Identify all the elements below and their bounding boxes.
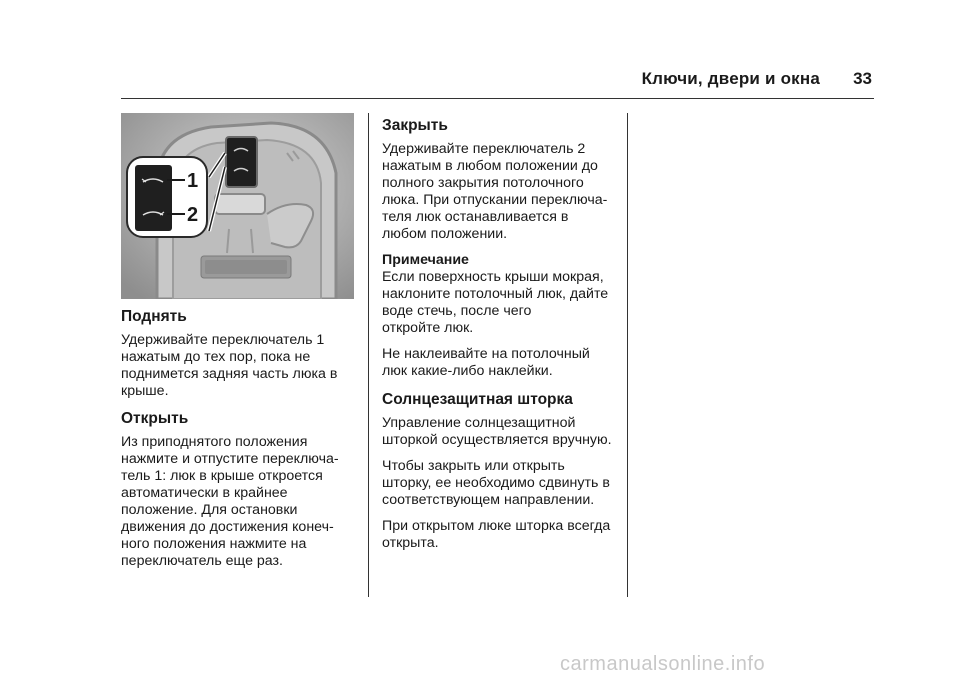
note-title: Примечание xyxy=(382,252,469,268)
column-divider xyxy=(368,113,369,597)
paragraph-close: Удерживайте переключатель 2 нажатым в любом положении до полного закрытия потолочного люка. При отпускании переключа- теля люк останавливается в любом положении. xyxy=(382,141,608,242)
page-header-title: Ключи, двери и окна xyxy=(641,69,820,88)
header-rule xyxy=(121,98,874,99)
note-paragraph: Если поверхность крыши мокрая, наклоните потолочный люк, дайте воде стечь, после чего откройте люк. xyxy=(382,269,609,336)
column-2 xyxy=(382,116,622,561)
watermark: carmanualsonline.info xyxy=(560,653,766,675)
paragraph-sunshade-1: Управление солнцезащитной шторкой осуществляется вручную. xyxy=(382,415,612,448)
paragraph-open: Из приподнятого положения нажмите и отпустите переключа- тель 1: люк в крыше откроется автоматически в крайнее положение. Для остановки движения до достижения конеч- ного положения нажмите на переключатель еще раз. xyxy=(121,434,339,569)
page-number: 33 xyxy=(853,69,872,88)
column-1 xyxy=(121,307,361,579)
paragraph-sunshade-3: При открытом люке шторка всегда открыта. xyxy=(382,518,611,551)
callout-1: 1 xyxy=(187,170,199,192)
sunroof-switch-illustration xyxy=(121,113,354,299)
paragraph-sunshade-2: Чтобы закрыть или открыть шторку, ее необходимо сдвинуть в соответствующем направлении. xyxy=(382,458,610,508)
section-heading-open: Открыть xyxy=(121,410,189,427)
callout-2: 2 xyxy=(187,204,199,226)
section-heading-raise: Поднять xyxy=(121,308,187,325)
section-heading-close: Закрыть xyxy=(382,117,448,134)
column-divider xyxy=(627,113,628,597)
note-paragraph-2: Не наклеивайте на потолочный люк какие-либо наклейки. xyxy=(382,346,590,379)
section-heading-sunshade: Солнцезащитная шторка xyxy=(382,391,573,408)
paragraph-raise: Удерживайте переключатель 1 нажатым до тех пор, пока не поднимется задняя часть люка в крыше. xyxy=(121,332,338,399)
